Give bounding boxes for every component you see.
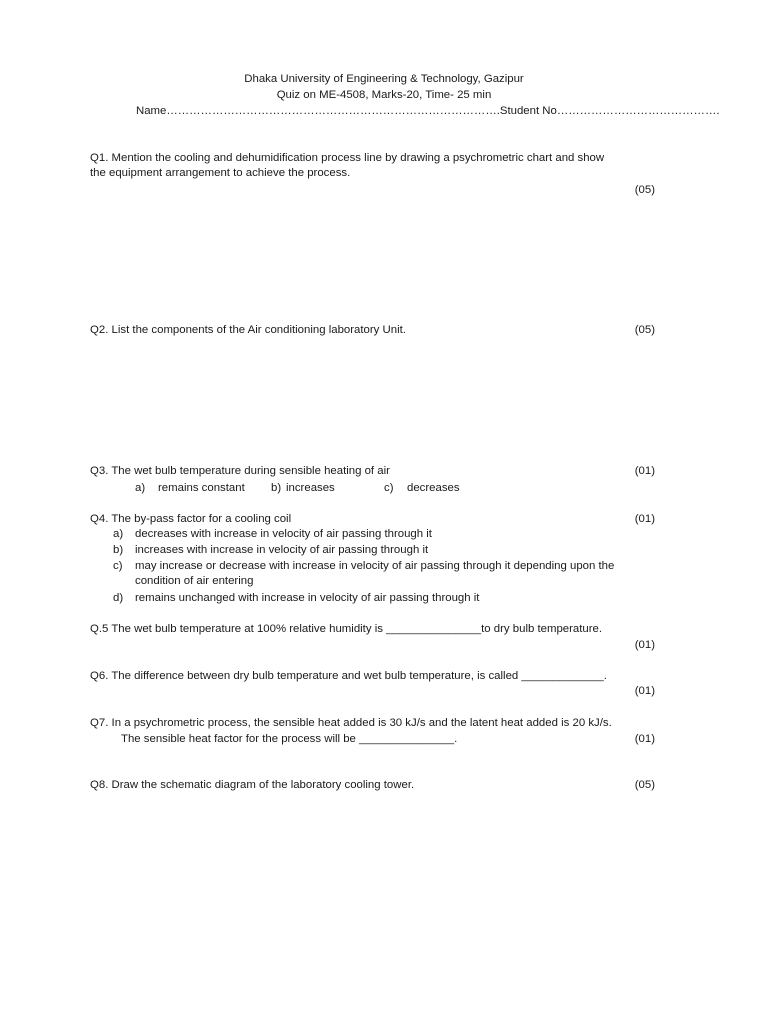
q3-option-b-letter: b) [271,482,282,494]
q4-option-c-letter: c) [113,560,123,572]
q4-option-d-letter: d) [113,592,124,604]
q3-option-a-letter: a) [135,482,146,494]
q4-option-b-letter: b) [113,544,124,556]
q4-option-a-text: decreases with increase in velocity of air passing through it [135,528,432,540]
q2-text: Q2. List the components of the Air conditioning laboratory Unit. [90,324,406,336]
q5-marks: (01) [634,639,655,651]
q4-marks: (01) [634,513,655,525]
q3-text: Q3. The wet bulb temperature during sensible heating of air [90,465,390,477]
q3-marks: (01) [634,465,655,477]
q7-text-line1: Q7. In a psychrometric process, the sensible heat added is 30 kJ/s and the latent heat added is 20 kJ/s. [90,717,612,729]
q3-option-c-text: decreases [407,482,460,494]
q4-option-c-text-line2: condition of air entering [135,575,254,587]
quiz-info: Quiz on ME-4508, Marks-20, Time- 25 min [276,89,492,101]
q6-text: Q6. The difference between dry bulb temperature and wet bulb temperature, is called _____________. [90,670,607,682]
q8-text: Q8. Draw the schematic diagram of the laboratory cooling tower. [90,779,415,791]
q3-option-a-text: remains constant [158,482,245,494]
q4-option-b-text: increases with increase in velocity of air passing through it [135,544,429,556]
q3-option-c-letter: c) [384,482,394,494]
q4-option-d-text: remains unchanged with increase in velocity of air passing through it [135,592,480,604]
q3-option-b-text: increases [286,482,335,494]
q4-text: Q4. The by-pass factor for a cooling coil [90,513,292,525]
q5-text: Q.5 The wet bulb temperature at 100% relative humidity is _______________to dry bulb temperature. [90,623,603,635]
q1-marks: (05) [634,184,655,196]
university-title: Dhaka University of Engineering & Technology, Gazipur [244,73,524,85]
q4-option-a-letter: a) [113,528,124,540]
q6-marks: (01) [634,685,655,697]
q8-marks: (05) [634,779,655,791]
q2-marks: (05) [634,324,655,336]
q1-text-line1: Q1. Mention the cooling and dehumidification process line by drawing a psychrometric chart and show [90,152,605,164]
q1-text-line2: the equipment arrangement to achieve the process. [90,167,351,179]
name-student-line: Name…………………………………………………………………………….Student No……………………………………. [136,105,720,117]
q4-option-c-text: may increase or decrease with increase in velocity of air passing through it depending upon the [135,560,615,572]
q7-text-line2: The sensible heat factor for the process will be _______________. [121,733,458,745]
q7-marks: (01) [634,733,655,745]
